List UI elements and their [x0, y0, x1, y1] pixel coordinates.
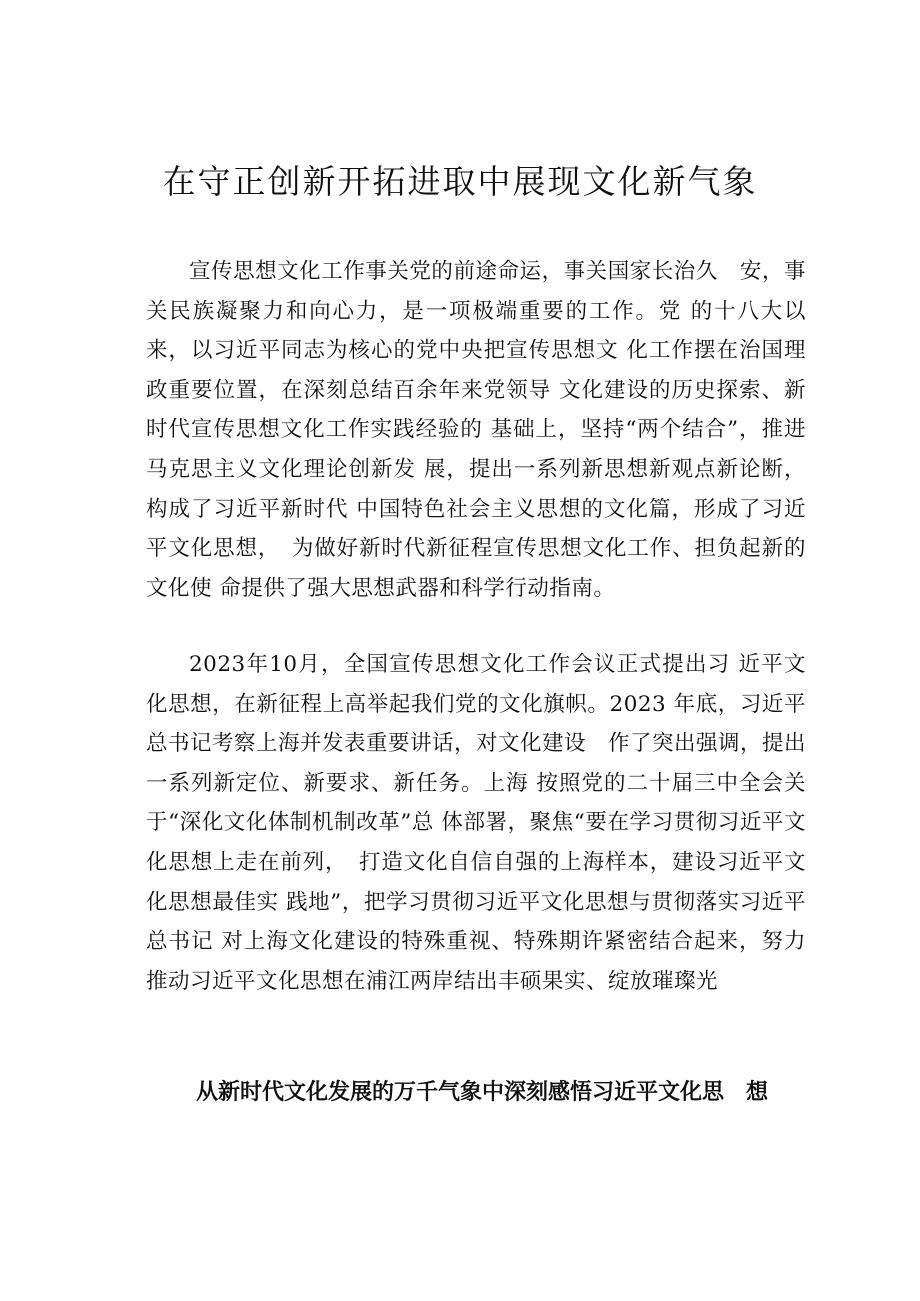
- document-title: 在守正创新开拓进取中展现文化新气象: [162, 162, 758, 201]
- section-subheading: 从新时代文化发展的万千气象中深刻感悟习近平文化思 想: [196, 1080, 769, 1105]
- body-paragraph-2: 2023年10月，全国宣传思想文化工作会议正式提出习 近平文化思想，在新征程上高举起我们党的文化旗帜。2023 年底，习近平总书记考察上海并发表重要讲话，对文化建设 作了突出强调，提出一系列新定位、新要求、新任务。上海 按照党的二十届三中全会关于“深化文化体制机制改革”总 体部署，聚焦“要在学习贯彻习近平文化思想上走在前列， 打造文化自信自强的上海样本，建设习近平文化思想最佳实 践地”，把学习贯彻习近平文化思想与贯彻落实习近平总书记 对上海文化建设的特殊重视、特殊期许紧密结合起来，努力 推动习近平文化思想在浦江两岸结出丰硕果实、绽放璀璨光: [146, 652, 807, 994]
- body-paragraph-1: 宣传思想文化工作事关党的前途命运，事关国家长治久 安，事关民族凝聚力和向心力，是一项极端重要的工作。党 的十八大以来，以习近平同志为核心的党中央把宣传思想文 化工作摆在治国理政重要位置，在深刻总结百余年来党领导 文化建设的历史探索、新时代宣传思想文化工作实践经验的 基础上，坚持“两个结合”，推进马克思主义文化理论创新发 展，提出一系列新思想新观点新论断，构成了习近平新时代 中国特色社会主义思想的文化篇，形成了习近平文化思想， 为做好新时代新征程宣传思想文化工作、担负起新的文化使 命提供了强大思想武器和科学行动指南。: [146, 259, 806, 601]
